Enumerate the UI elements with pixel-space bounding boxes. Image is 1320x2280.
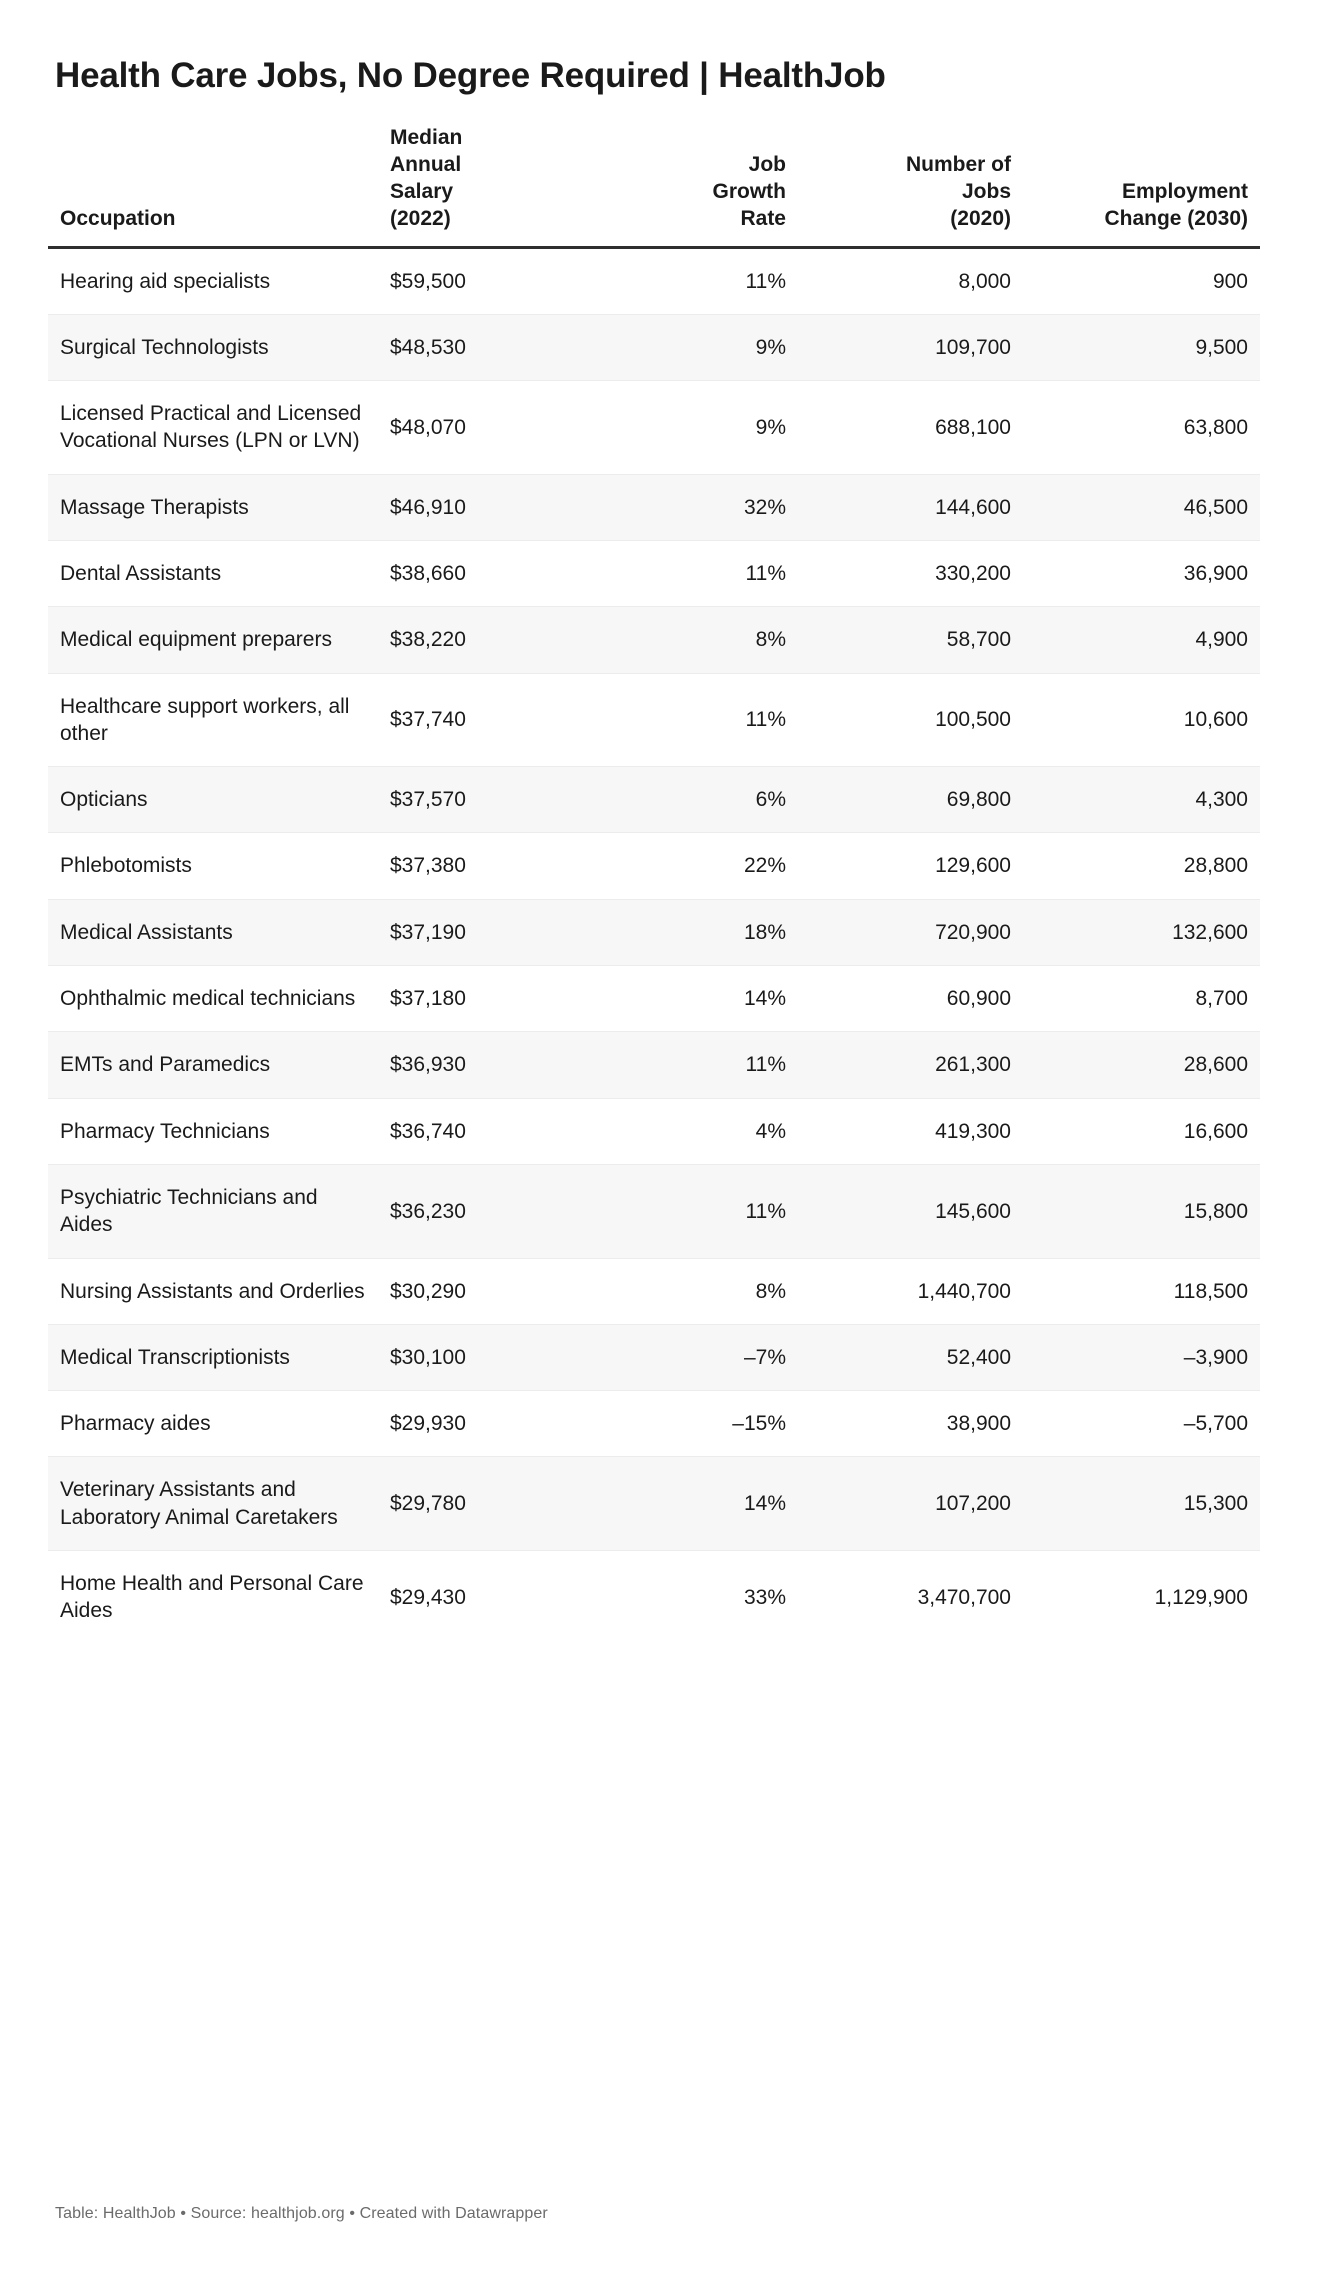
table-row [48, 1258, 1260, 1324]
cell-salary: $48,070 [378, 381, 618, 475]
cell-employment-change: 4,900 [1023, 607, 1260, 673]
cell-employment-change: 4,300 [1023, 767, 1260, 833]
cell-number-of-jobs: 1,440,700 [798, 1258, 1023, 1324]
cell-employment-change: 16,600 [1023, 1098, 1260, 1164]
table-row [48, 1391, 1260, 1457]
cell-salary: $29,780 [378, 1457, 618, 1551]
cell-number-of-jobs: 145,600 [798, 1164, 1023, 1258]
cell-salary: $36,930 [378, 1032, 618, 1098]
table-row [48, 1457, 1260, 1551]
table-body [48, 247, 1260, 1644]
cell-occupation: EMTs and Paramedics [48, 1032, 378, 1098]
header-line: (2020) [950, 206, 1011, 230]
table-footer-credit: Table: HealthJob • Source: healthjob.org • Created with Datawrapper [55, 2205, 548, 2222]
cell-occupation: Ophthalmic medical technicians [48, 966, 378, 1032]
column-header-occupation[interactable] [48, 125, 378, 247]
cell-salary: $48,530 [378, 314, 618, 380]
table-row [48, 966, 1260, 1032]
table-row [48, 314, 1260, 380]
cell-number-of-jobs: 144,600 [798, 474, 1023, 540]
cell-growth-rate: 18% [618, 899, 798, 965]
table-row [48, 1032, 1260, 1098]
cell-growth-rate: 33% [618, 1551, 798, 1644]
cell-growth-rate: 11% [618, 673, 798, 767]
table-header [48, 125, 1260, 247]
cell-salary: $38,660 [378, 540, 618, 606]
cell-occupation: Medical equipment preparers [48, 607, 378, 673]
cell-number-of-jobs: 129,600 [798, 833, 1023, 899]
cell-number-of-jobs: 720,900 [798, 899, 1023, 965]
cell-employment-change: 1,129,900 [1023, 1551, 1260, 1644]
table-row [48, 1324, 1260, 1390]
cell-salary: $37,740 [378, 673, 618, 767]
cell-occupation: Healthcare support workers, all other [48, 673, 378, 767]
table-row [48, 247, 1260, 314]
cell-employment-change: 10,600 [1023, 673, 1260, 767]
cell-number-of-jobs: 58,700 [798, 607, 1023, 673]
cell-employment-change: 28,800 [1023, 833, 1260, 899]
cell-employment-change: 900 [1023, 247, 1260, 314]
cell-employment-change: 15,300 [1023, 1457, 1260, 1551]
cell-salary: $37,570 [378, 767, 618, 833]
header-line: Growth [712, 179, 786, 203]
header-line: Change (2030) [1104, 206, 1248, 230]
cell-number-of-jobs: 107,200 [798, 1457, 1023, 1551]
cell-occupation: Home Health and Personal Care Aides [48, 1551, 378, 1644]
header-line: Rate [740, 206, 786, 230]
cell-occupation: Medical Transcriptionists [48, 1324, 378, 1390]
cell-number-of-jobs: 688,100 [798, 381, 1023, 475]
cell-employment-change: 36,900 [1023, 540, 1260, 606]
table-row [48, 381, 1260, 475]
cell-employment-change: 63,800 [1023, 381, 1260, 475]
cell-growth-rate: 11% [618, 1164, 798, 1258]
table-row [48, 1164, 1260, 1258]
cell-number-of-jobs: 109,700 [798, 314, 1023, 380]
column-header-jobs[interactable] [798, 125, 1023, 247]
cell-occupation: Pharmacy Technicians [48, 1098, 378, 1164]
cell-salary: $29,430 [378, 1551, 618, 1644]
cell-occupation: Dental Assistants [48, 540, 378, 606]
cell-growth-rate: 14% [618, 966, 798, 1032]
column-header-employment-change[interactable] [1023, 125, 1260, 247]
cell-salary: $36,740 [378, 1098, 618, 1164]
cell-occupation: Pharmacy aides [48, 1391, 378, 1457]
cell-growth-rate: 9% [618, 381, 798, 475]
cell-growth-rate: –7% [618, 1324, 798, 1390]
cell-growth-rate: 32% [618, 474, 798, 540]
cell-growth-rate: 6% [618, 767, 798, 833]
header-line: (2022) [390, 206, 451, 230]
cell-occupation: Massage Therapists [48, 474, 378, 540]
cell-employment-change: 46,500 [1023, 474, 1260, 540]
cell-occupation: Psychiatric Technicians and Aides [48, 1164, 378, 1258]
cell-employment-change: 118,500 [1023, 1258, 1260, 1324]
cell-occupation: Nursing Assistants and Orderlies [48, 1258, 378, 1324]
table-row [48, 899, 1260, 965]
cell-salary: $29,930 [378, 1391, 618, 1457]
cell-growth-rate: 11% [618, 1032, 798, 1098]
cell-salary: $37,380 [378, 833, 618, 899]
data-table [48, 125, 1260, 1644]
cell-salary: $59,500 [378, 247, 618, 314]
table-header-row [48, 125, 1260, 247]
column-header-growth[interactable] [618, 125, 798, 247]
cell-occupation: Licensed Practical and Licensed Vocational Nurses (LPN or LVN) [48, 381, 378, 475]
cell-occupation: Surgical Technologists [48, 314, 378, 380]
cell-employment-change: 28,600 [1023, 1032, 1260, 1098]
cell-number-of-jobs: 100,500 [798, 673, 1023, 767]
cell-salary: $46,910 [378, 474, 618, 540]
cell-number-of-jobs: 60,900 [798, 966, 1023, 1032]
table-container [0, 125, 1320, 1644]
cell-number-of-jobs: 419,300 [798, 1098, 1023, 1164]
header-line: Number of [906, 152, 1011, 176]
cell-number-of-jobs: 3,470,700 [798, 1551, 1023, 1644]
cell-growth-rate: 11% [618, 540, 798, 606]
cell-employment-change: 9,500 [1023, 314, 1260, 380]
header-line: Median [390, 126, 463, 149]
cell-number-of-jobs: 52,400 [798, 1324, 1023, 1390]
header-line: Salary [390, 179, 454, 203]
cell-growth-rate: 9% [618, 314, 798, 380]
header-line: Annual [390, 152, 462, 176]
cell-employment-change: 8,700 [1023, 966, 1260, 1032]
cell-occupation: Phlebotomists [48, 833, 378, 899]
cell-growth-rate: 8% [618, 607, 798, 673]
table-row [48, 1551, 1260, 1644]
cell-employment-change: 132,600 [1023, 899, 1260, 965]
cell-number-of-jobs: 330,200 [798, 540, 1023, 606]
table-row [48, 767, 1260, 833]
cell-growth-rate: 8% [618, 1258, 798, 1324]
column-header-salary[interactable] [378, 125, 618, 247]
cell-occupation: Veterinary Assistants and Laboratory Animal Caretakers [48, 1457, 378, 1551]
cell-occupation: Hearing aid specialists [48, 247, 378, 314]
cell-salary: $38,220 [378, 607, 618, 673]
cell-salary: $37,190 [378, 899, 618, 965]
cell-occupation: Opticians [48, 767, 378, 833]
table-row [48, 833, 1260, 899]
cell-growth-rate: –15% [618, 1391, 798, 1457]
cell-employment-change: –5,700 [1023, 1391, 1260, 1457]
header-line: Job [748, 152, 786, 176]
page-title: Health Care Jobs, No Degree Required | HealthJob [55, 56, 886, 95]
header-line: Jobs [961, 179, 1011, 203]
cell-growth-rate: 4% [618, 1098, 798, 1164]
table-row [48, 540, 1260, 606]
cell-employment-change: 15,800 [1023, 1164, 1260, 1258]
cell-growth-rate: 11% [618, 247, 798, 314]
cell-occupation: Medical Assistants [48, 899, 378, 965]
cell-salary: $37,180 [378, 966, 618, 1032]
header-line: Employment [1121, 179, 1248, 203]
cell-number-of-jobs: 8,000 [798, 247, 1023, 314]
table-row [48, 1098, 1260, 1164]
table-row [48, 474, 1260, 540]
table-row [48, 673, 1260, 767]
cell-employment-change: –3,900 [1023, 1324, 1260, 1390]
table-row [48, 607, 1260, 673]
cell-number-of-jobs: 261,300 [798, 1032, 1023, 1098]
cell-growth-rate: 14% [618, 1457, 798, 1551]
cell-salary: $30,100 [378, 1324, 618, 1390]
cell-salary: $36,230 [378, 1164, 618, 1258]
cell-growth-rate: 22% [618, 833, 798, 899]
header-line: Occupation [60, 206, 176, 230]
cell-number-of-jobs: 38,900 [798, 1391, 1023, 1457]
cell-number-of-jobs: 69,800 [798, 767, 1023, 833]
cell-salary: $30,290 [378, 1258, 618, 1324]
